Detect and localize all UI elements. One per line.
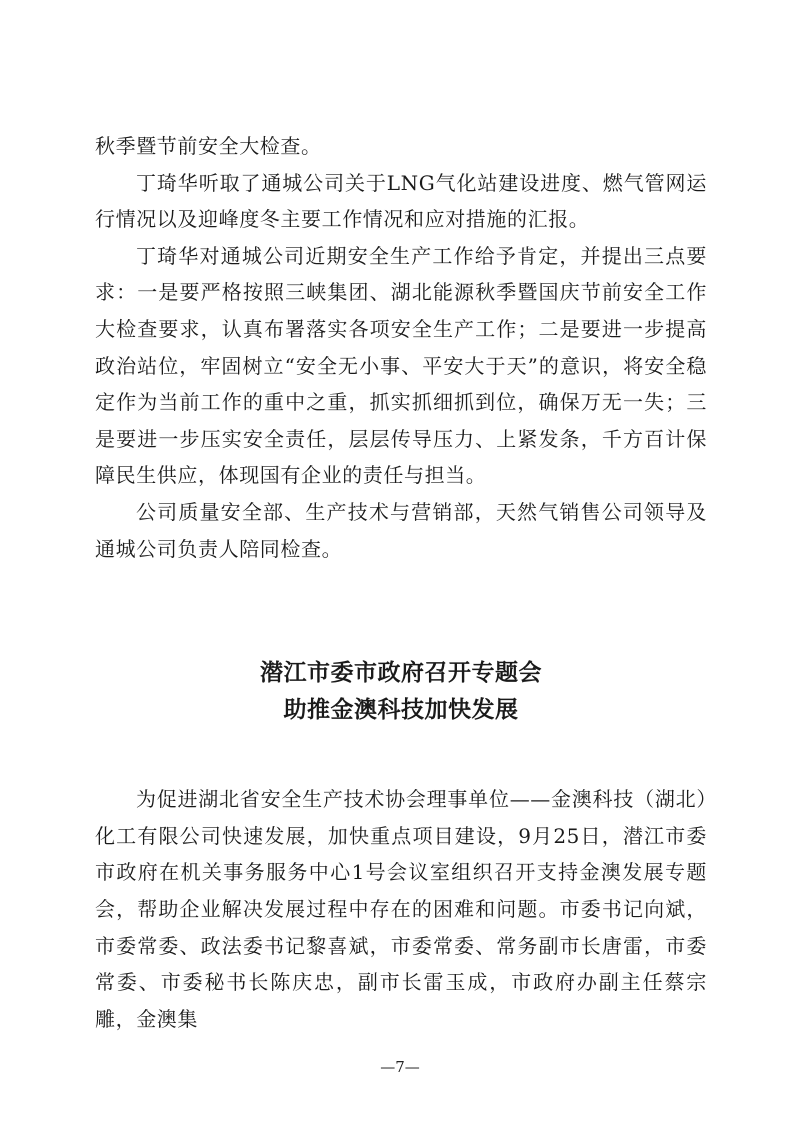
article-title-line2: 助推金澳科技加快发展 <box>283 697 519 724</box>
article-title-line1: 潜江市委市政府召开专题会 <box>260 660 542 687</box>
heading-gap <box>95 729 707 781</box>
paragraph-requirements: 丁琦华对通城公司近期安全生产工作给予肯定，并提出三点要求：一是要严格按照三峡集团、湖北能源秋季暨国庆节前安全工作大检查要求，认真布署落实各项安全生产工作；二是要进一步提高政治站位，牢固树立“安全无小事、平安大于天”的意识，将安全稳定作为当前工作的重中之重，抓实抓细抓到位，确保万无一失；三是要进一步压实安全责任，层层传导压力、上紧发条，千方百计保障民生供应，体现国有企业的责任与担当。 <box>95 243 707 488</box>
section-gap <box>95 567 707 655</box>
paragraph-accompany: 公司质量安全部、生产技术与营销部，天然气销售公司领导及通城公司负责人陪同检查。 <box>95 499 707 561</box>
document-content <box>95 128 707 1037</box>
paragraph-article-body: 为促进湖北省安全生产技术协会理事单位——金澳科技（湖北）化工有限公司快速发展，加快重点项目建设，9月25日，潜江市委市政府在机关事务服务中心1号会议室组织召开支持金澳发展专题会，帮助企业解决发展过程中存在的困难和问题。市委书记向斌，市委常委、政法委书记黎喜斌，市委常委、常务副市长唐雷，市委常委、市委秘书长陈庆忠，副市长雷玉成，市政府办副主任蔡宗雕，金澳集 <box>95 787 707 1031</box>
page-number: —7— <box>380 1058 420 1076</box>
paragraph-report: 丁琦华听取了通城公司关于LNG气化站建设进度、燃气管网运行情况以及迎峰度冬主要工作情况和应对措施的汇报。 <box>95 170 707 232</box>
paragraph-continuation: 秋季暨节前安全大检查。 <box>95 134 322 158</box>
